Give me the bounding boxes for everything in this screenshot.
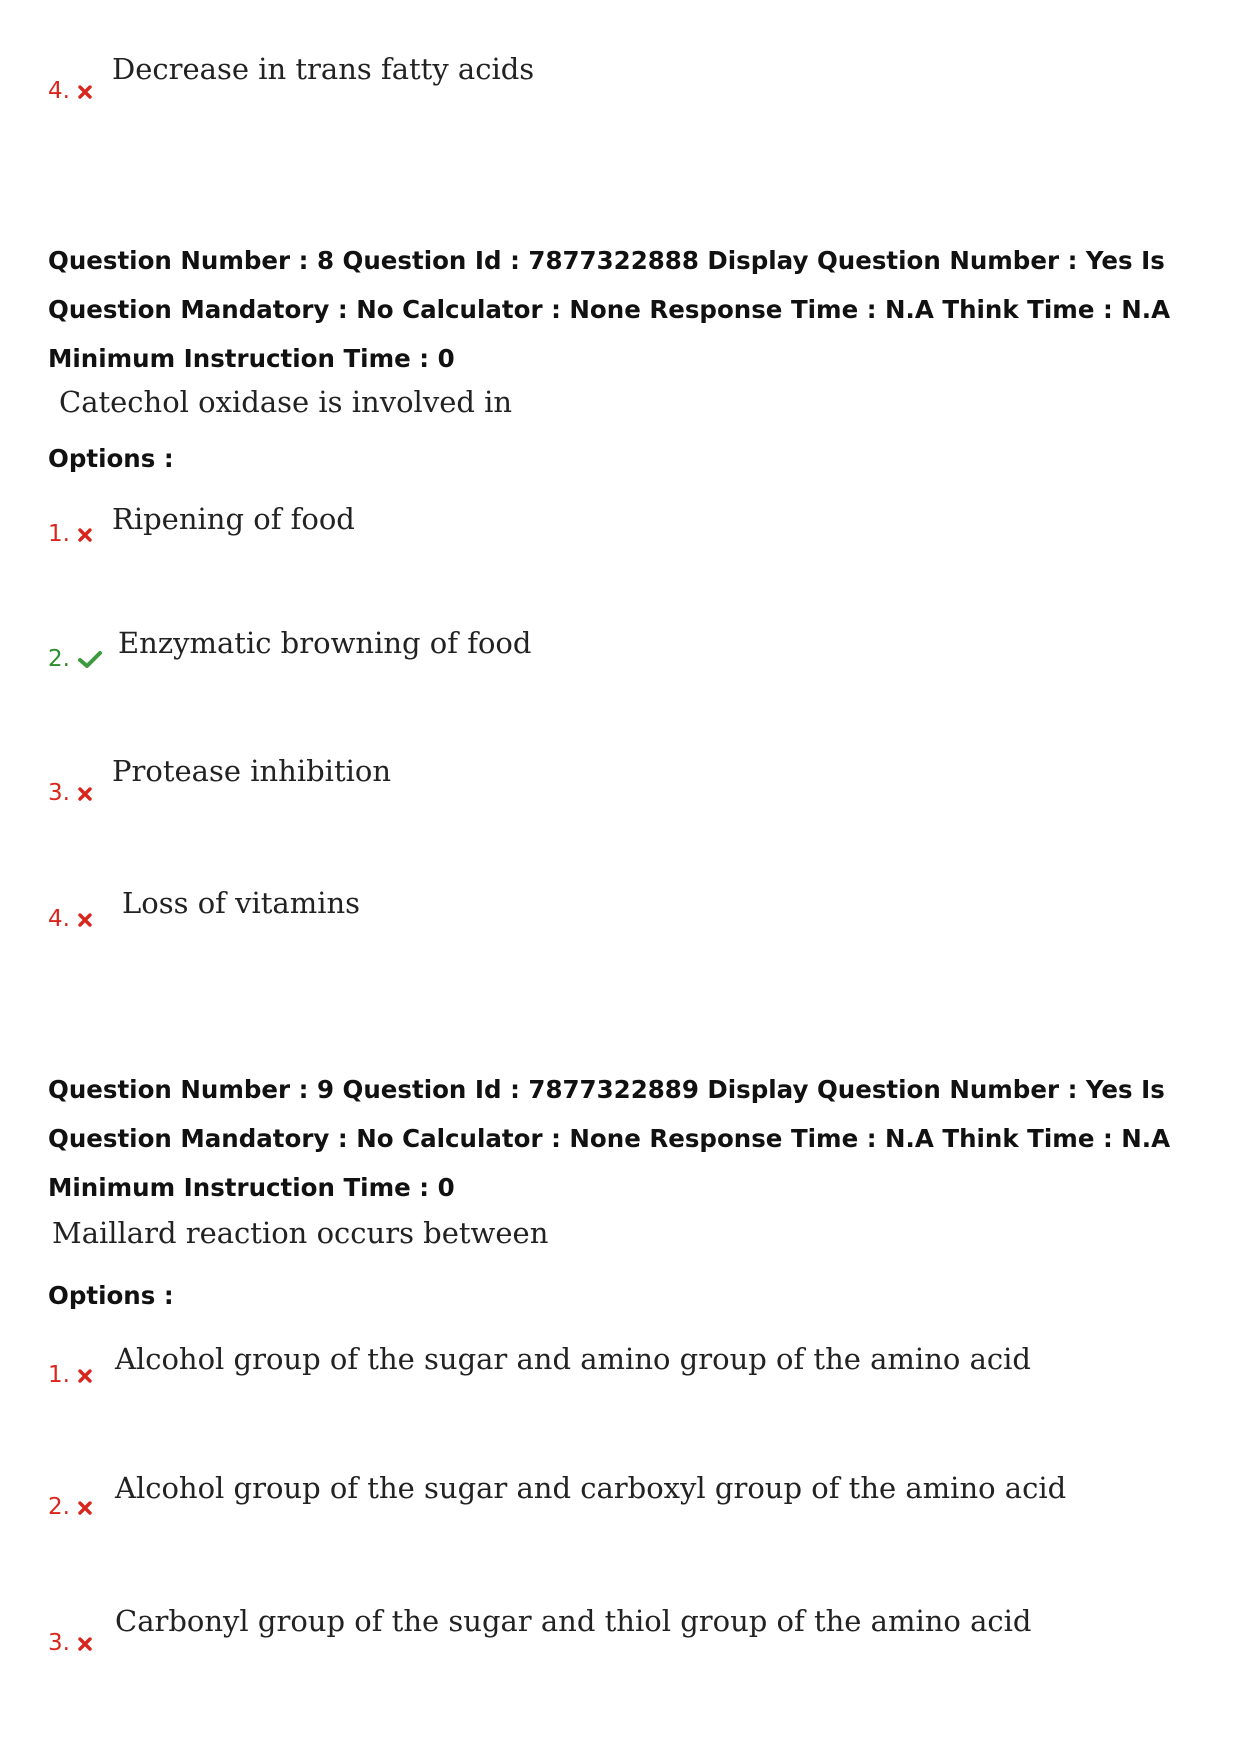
check-icon bbox=[78, 651, 102, 669]
option-number bbox=[48, 78, 92, 104]
question-meta: Question Number : 8 Question Id : 7877322888 Display Question Number : Yes Is Question Mandatory : No Calculator : None Response Time : N.A Think Time : N.A Minimum Instruction Time : 0 bbox=[48, 246, 1171, 373]
option-number-label: 2. bbox=[48, 1494, 70, 1520]
option-number-label: 4. bbox=[48, 906, 70, 932]
cross-icon bbox=[78, 787, 92, 801]
option-number bbox=[48, 1494, 92, 1520]
option-number-label: 4. bbox=[48, 78, 70, 104]
option-number-label: 3. bbox=[48, 780, 70, 806]
options-label: Options : bbox=[48, 444, 174, 473]
question-text: Catechol oxidase is involved in bbox=[59, 385, 513, 419]
options-label: Options : bbox=[48, 1281, 174, 1310]
option-text: Enzymatic browning of food bbox=[118, 626, 532, 660]
cross-icon bbox=[78, 1369, 92, 1383]
option-text: Protease inhibition bbox=[112, 754, 392, 788]
question-text: Maillard reaction occurs between bbox=[52, 1216, 549, 1250]
option-number bbox=[48, 906, 92, 932]
cross-icon bbox=[78, 1637, 92, 1651]
question-meta: Question Number : 9 Question Id : 7877322889 Display Question Number : Yes Is Question Mandatory : No Calculator : None Response Time : N.A Think Time : N.A Minimum Instruction Time : 0 bbox=[48, 1075, 1171, 1202]
option-number-label: 1. bbox=[48, 521, 70, 547]
cross-icon bbox=[78, 913, 92, 927]
cross-icon bbox=[78, 1501, 92, 1515]
option-number-label: 2. bbox=[48, 646, 70, 672]
option-number bbox=[48, 780, 92, 806]
option-text: Alcohol group of the sugar and carboxyl group of the amino acid bbox=[115, 1471, 1067, 1505]
option-number bbox=[48, 646, 102, 672]
option-number bbox=[48, 1630, 92, 1656]
option-text: Alcohol group of the sugar and amino group of the amino acid bbox=[115, 1342, 1031, 1376]
cross-icon bbox=[78, 85, 92, 99]
cross-icon bbox=[78, 528, 92, 542]
option-number bbox=[48, 1362, 92, 1388]
option-number-label: 3. bbox=[48, 1630, 70, 1656]
option-number-label: 1. bbox=[48, 1362, 70, 1388]
option-text: Loss of vitamins bbox=[122, 886, 361, 920]
option-text: Carbonyl group of the sugar and thiol group of the amino acid bbox=[115, 1604, 1032, 1638]
option-text: Ripening of food bbox=[112, 502, 355, 536]
option-number bbox=[48, 521, 92, 547]
option-text: Decrease in trans fatty acids bbox=[112, 52, 535, 86]
